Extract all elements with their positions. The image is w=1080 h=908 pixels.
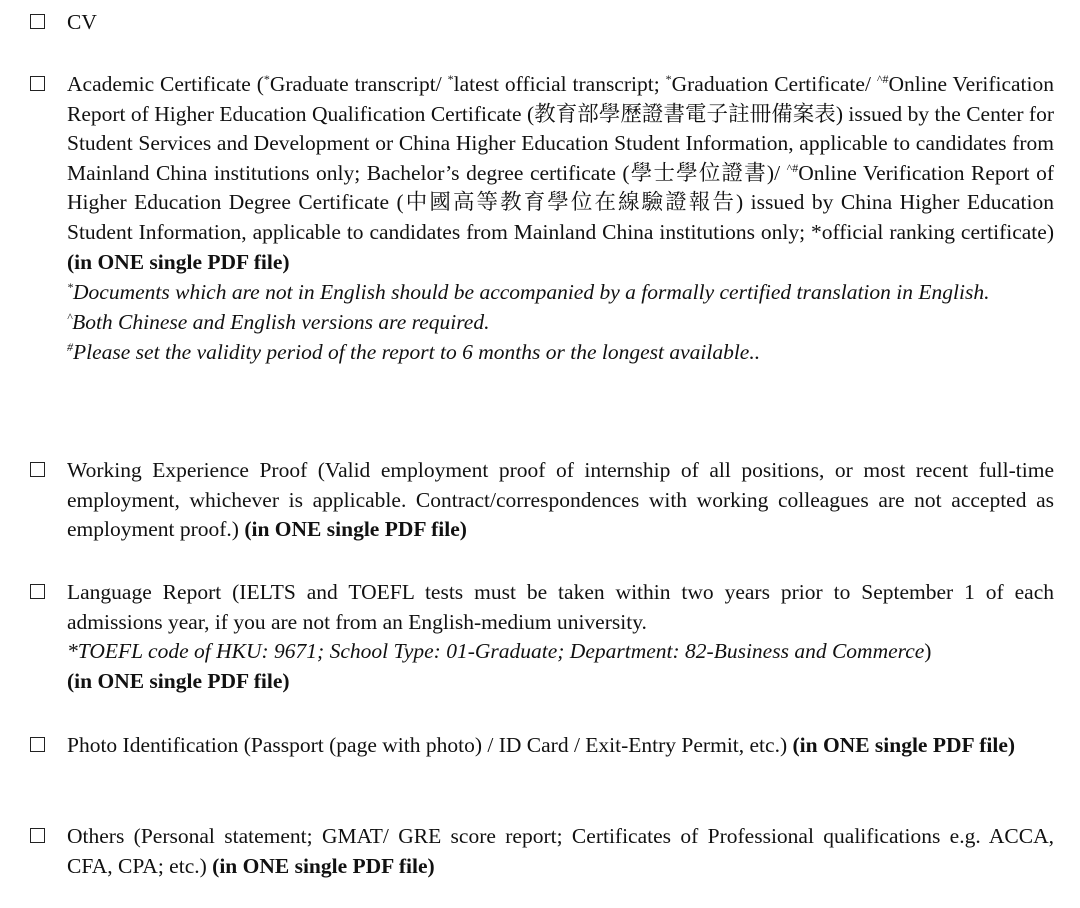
- item-description: (IELTS and TOEFL tests must be taken within two years prior to September 1 of each admissions year, if you are not from an English-medium university.: [67, 580, 1054, 634]
- item-label: Others: [67, 824, 125, 848]
- item-label: Photo Identification: [67, 733, 239, 757]
- checkbox-language-report[interactable]: [30, 584, 45, 599]
- item-label: CV: [67, 10, 97, 34]
- footnote-mark-star: *: [665, 72, 672, 86]
- footnote-mark: #: [67, 340, 73, 355]
- text-segment: Graduate transcript/: [269, 72, 448, 96]
- pdf-requirement: (in ONE single PDF file): [792, 733, 1016, 757]
- text-segment: Graduation Certificate/: [671, 72, 877, 96]
- text-segment: Online Verification Report of Higher Education Degree Certificate (中國高等教育學位在線驗證報告) issued by China Higher Education Student Information, applicable to candidates from Mainland China institutions only; *official ranking certificate): [67, 160, 1054, 244]
- footnote-mark: *: [67, 280, 73, 295]
- footnote-caret: [67, 307, 1054, 337]
- item-description: (Personal statement; GMAT/ GRE score report; Certificates of Professional qualifications e.g. ACCA, CFA, CPA; etc.): [67, 824, 1054, 878]
- checklist-item-working-experience: [28, 456, 1054, 545]
- checkbox-working-experience[interactable]: [30, 462, 45, 477]
- footnote-star: [67, 277, 1054, 307]
- footnote-mark-star: *: [263, 72, 270, 86]
- text-segment: (: [250, 72, 264, 96]
- text-segment: Online Verification Report of Higher Education Qualification Certificate (教育部學歷證書電子註冊備案表) issued by the Center for Student Services and Development or China Higher Education Student Information, applicable to candidates from Mainland China institutions only; Bachelor’s degree certificate (學士學位證書)/: [67, 72, 1054, 185]
- checklist-item-others: [28, 822, 1054, 881]
- text-segment: latest official transcript;: [453, 72, 666, 96]
- footnote-mark-star: *: [447, 72, 454, 86]
- footnote-text: Please set the validity period of the report to 6 months or the longest available..: [73, 340, 761, 365]
- pdf-line: [67, 667, 1054, 697]
- checklist-item-academic-certificate: [28, 70, 1054, 367]
- closing-paren: ): [924, 639, 932, 664]
- footnote-mark: ^: [67, 310, 73, 325]
- checklist-item-language-report: [28, 578, 1054, 696]
- pdf-requirement: (in ONE single PDF file): [67, 249, 290, 274]
- item-text-academic-certificate: [67, 70, 1054, 367]
- item-text-cv: [67, 8, 1054, 38]
- item-text-working-experience: [67, 456, 1054, 545]
- item-text-photo-identification: [67, 731, 1054, 761]
- item-label: Academic Certificate: [67, 72, 251, 96]
- checkbox-photo-identification[interactable]: [30, 737, 45, 752]
- item-text-others: [67, 822, 1054, 881]
- checkbox-cv[interactable]: [30, 14, 45, 29]
- item-description: (Passport (page with photo) / ID Card / Exit-Entry Permit, etc.): [238, 733, 793, 757]
- academic-certificate-paragraph: [67, 70, 1054, 277]
- footnote-mark-caret-hash: ^#: [786, 160, 799, 175]
- footnote-text: Both Chinese and English versions are required.: [72, 310, 490, 335]
- footnote-hash: [67, 337, 1054, 367]
- item-description: (Valid employment proof of internship of all positions, or most recent full-time employment, whichever is applicable. Contract/correspondences with working colleagues are not accepted as employment proof.): [67, 458, 1054, 542]
- checkbox-others[interactable]: [30, 828, 45, 843]
- toefl-line: [67, 637, 1054, 667]
- language-report-paragraph: [67, 578, 1054, 637]
- checklist-item-cv: [28, 8, 1054, 38]
- item-label: Language Report: [67, 580, 222, 604]
- footnote-mark-caret-hash: ^#: [876, 72, 889, 86]
- checklist-item-photo-identification: [28, 731, 1054, 761]
- checkbox-academic-certificate[interactable]: [30, 76, 45, 91]
- pdf-requirement: (in ONE single PDF file): [212, 853, 435, 878]
- toefl-code-note: *TOEFL code of HKU: 9671; School Type: 01-Graduate; Department: 82-Business and Commerce: [67, 639, 925, 664]
- footnote-text: Documents which are not in English should be accompanied by a formally certified translation in English.: [73, 280, 990, 305]
- pdf-requirement: (in ONE single PDF file): [67, 668, 290, 693]
- item-text-language-report: [67, 578, 1054, 696]
- pdf-requirement: (in ONE single PDF file): [244, 517, 467, 542]
- item-label: Working Experience Proof: [67, 458, 308, 482]
